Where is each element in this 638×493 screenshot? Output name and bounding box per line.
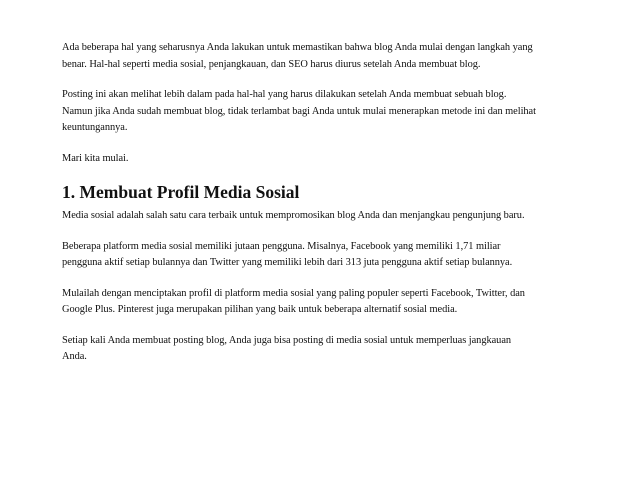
text-line: Mulailah dengan menciptakan profil di platform media sosial yang paling populer seperti Facebook, Twitter, dan <box>62 287 525 299</box>
document-page <box>62 40 592 380</box>
intro-paragraph-2 <box>62 87 592 137</box>
text-line: pengguna aktif setiap bulannya dan Twitter yang memiliki lebih dari 313 juta pengguna aktif setiap bulannya. <box>62 257 513 268</box>
text-line: Namun jika Anda sudah membuat blog, tidak terlambat bagi Anda untuk mulai menerapkan metode ini dan melihat <box>62 105 536 117</box>
text-line: keuntungannya. <box>62 122 128 133</box>
section-paragraph-4 <box>62 333 592 366</box>
section-paragraph-3 <box>62 286 592 319</box>
intro-paragraph-3 <box>62 151 592 168</box>
text-line: Ada beberapa hal yang seharusnya Anda lakukan untuk memastikan bahwa blog Anda mulai dengan langkah yang <box>62 42 533 53</box>
text-line: Setiap kali Anda membuat posting blog, Anda juga bisa posting di media sosial untuk memperluas jangkauan <box>62 334 512 346</box>
intro-paragraph-1 <box>62 40 592 73</box>
section-paragraph-2 <box>62 239 592 272</box>
section-heading: 1. Membuat Profil Media Sosial <box>62 182 300 202</box>
text-line: benar. Hal-hal seperti media sosial, penjangkauan, dan SEO harus diurus setelah Anda membuat blog. <box>62 58 481 70</box>
text-line: Posting ini akan melihat lebih dalam pada hal-hal yang harus dilakukan setelah Anda membuat sebuah blog. <box>62 89 507 100</box>
text-line: Anda. <box>62 351 87 362</box>
text-line: Google Plus. Pinterest juga merupakan pilihan yang baik untuk beberapa alternatif sosial media. <box>62 304 458 315</box>
text-line: Mari kita mulai. <box>62 152 129 164</box>
section-paragraph-1 <box>62 208 592 225</box>
text-line: Beberapa platform media sosial memiliki jutaan pengguna. Misalnya, Facebook yang memiliki 1,71 miliar <box>62 240 501 252</box>
text-line: Media sosial adalah salah satu cara terbaik untuk mempromosikan blog Anda dan menjangkau pengunjung baru. <box>62 210 525 221</box>
